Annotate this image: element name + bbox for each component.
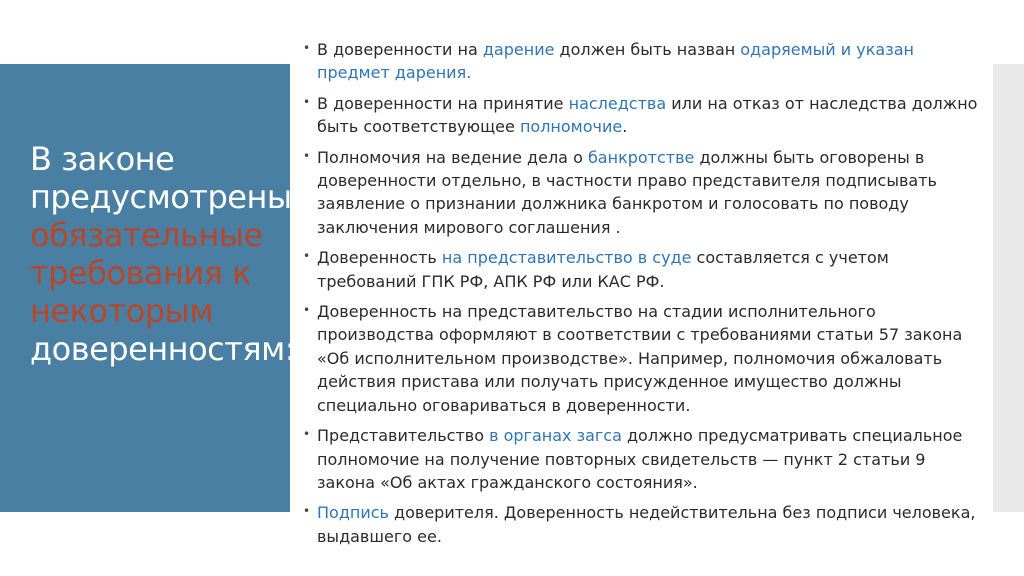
bullet-text: В доверенности на [317,40,483,59]
bullet-item-court [303,246,983,293]
bullet-icon: • [303,427,311,442]
bullet-text: должно предусматривать специальное полномочие на получение повторных свидетельств — пункт 2 статьи 9 закона «Об актах гражданского состояния». [317,426,963,492]
bullet-icon: • [303,249,311,264]
bullet-item-inheritance [303,92,983,139]
bullet-list [303,38,983,555]
highlight-text: банкротстве [587,147,695,167]
title-text-a: В законе предусмотрены [30,140,292,216]
bullet-item-registry [303,424,983,494]
bullet-item-gift [303,38,983,85]
title-accent-text: обязательные требования к некоторым [30,216,263,330]
bullet-icon: • [303,41,311,55]
bullet-item-signature [303,501,983,548]
highlight-text: на представительство в суде [441,248,692,268]
bullet-icon: • [303,94,311,109]
bullet-text: Полномочия на ведение дела о [317,147,588,167]
decorative-bar [993,64,1024,512]
bullet-item-bankruptcy [303,146,983,240]
slide-title [30,140,296,368]
title-text-b: доверенностям: [30,330,296,368]
bullet-item-enforcement [303,300,983,417]
bullet-text: составляется с учетом требований ГПК РФ, АПК РФ или КАС РФ. [317,248,889,291]
bullet-icon: • [303,504,311,519]
bullet-text: Доверенность на представительство на стадии исполнительного производства оформляют в соответствии с требованиями статьи 57 закона «Об исполнительном производстве». Например, полномочия обжаловать действия пристава или получать присужденное имущество должны специально оговариваться в доверенности. [317,302,963,415]
highlight-text: одаряемый и указан предмет дарения. [317,40,914,83]
bullet-text: должен быть назван [554,40,741,59]
bullet-icon: • [303,148,311,163]
bullet-text: должны быть оговорены в доверенности отдельно, в частности право представителя подписывать заявление о признании должника банкротом и голосовать по поводу заключения мирового соглашения . [317,147,937,237]
bullet-text: доверителя. Доверенность недействительна без подписи человека, выдавшего ее. [317,503,976,546]
bullet-text: В доверенности на принятие [317,93,569,113]
highlight-text: наследства [568,93,667,113]
highlight-text: полномочие [519,117,623,137]
bullet-text: Представительство [317,426,490,446]
highlight-text: в органах загса [489,426,622,446]
bullet-text: Доверенность [317,248,442,268]
bullet-text: . [622,117,628,137]
highlight-text: дарение [482,40,555,59]
bullet-text: или на отказ от наследства должно быть соответствующее [317,93,978,137]
highlight-text: Подпись [317,503,389,523]
bullet-icon: • [303,303,311,318]
